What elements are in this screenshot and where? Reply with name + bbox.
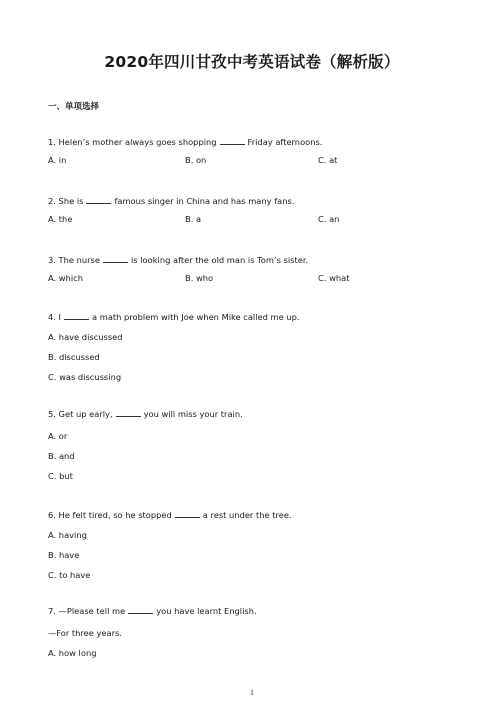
question-4-stem-end: a math problem with Joe when Mike called me up.: [92, 312, 300, 322]
question-1-stem-start: 1. Helen’s mother always goes shopping: [48, 137, 217, 147]
document-title: 2020年四川甘孜中考英语试卷（解析版）: [104, 53, 400, 71]
section-heading: 一、单项选择: [48, 102, 100, 112]
question-5-stem-start: 5. Get up early,: [48, 409, 113, 419]
question-7-stem-start: 7. —Please tell me: [48, 606, 126, 616]
question-1-option-c: C. at: [318, 155, 338, 165]
question-3-option-c: C. what: [318, 273, 350, 283]
question-5-stem-end: you will miss your train.: [143, 409, 243, 419]
question-7-stem: [48, 606, 257, 616]
answer-blank: [116, 409, 141, 417]
question-4-option-b: B. discussed: [48, 352, 100, 362]
question-2-option-c: C. an: [318, 214, 340, 224]
question-4-stem: [48, 312, 300, 322]
question-2-stem-start: 2. She is: [48, 196, 84, 206]
question-6-option-c: C. to have: [48, 570, 91, 580]
question-5-stem: [48, 409, 243, 419]
answer-blank: [175, 510, 200, 518]
question-6-stem: [48, 510, 292, 520]
answer-blank: [128, 606, 153, 614]
question-5-option-b: B. and: [48, 451, 75, 461]
question-7-option-a: A. how long: [48, 648, 97, 658]
question-6-stem-start: 6. He felt tired, so he stopped: [48, 510, 172, 520]
question-3-stem: [48, 255, 308, 265]
answer-blank: [64, 312, 89, 320]
question-1-stem-end: Friday afternoons.: [247, 137, 323, 147]
question-6-option-b: B. have: [48, 550, 80, 560]
question-4-option-a: A. have discussed: [48, 332, 123, 342]
question-4-option-c: C. was discussing: [48, 372, 122, 382]
question-2-option-a: A. the: [48, 214, 73, 224]
answer-blank: [220, 137, 245, 145]
question-3-stem-end: is looking after the old man is Tom’s sister.: [130, 255, 309, 265]
question-1-stem: [48, 137, 322, 147]
question-2-option-b: B. a: [185, 214, 202, 224]
question-3-stem-start: 3. The nurse: [48, 255, 100, 265]
question-6-stem-end: a rest under the tree.: [202, 510, 292, 520]
question-6-option-a: A. having: [48, 530, 87, 540]
question-5-option-a: A. or: [48, 431, 68, 441]
question-4-stem-start: 4. I: [48, 312, 62, 322]
question-2-stem: [48, 196, 294, 206]
question-1-option-a: A. in: [48, 155, 67, 165]
question-5-option-c: C. but: [48, 471, 73, 481]
question-7-reply: —For three years.: [48, 628, 122, 638]
question-3-option-a: A. which: [48, 273, 83, 283]
answer-blank: [103, 255, 128, 263]
question-3-option-b: B. who: [185, 273, 214, 283]
question-7-stem-end: you have learnt English.: [156, 606, 257, 616]
answer-blank: [86, 196, 111, 204]
question-2-stem-end: famous singer in China and has many fans.: [114, 196, 295, 206]
page-number: 1: [250, 688, 254, 697]
question-1-option-b: B. on: [185, 155, 207, 165]
